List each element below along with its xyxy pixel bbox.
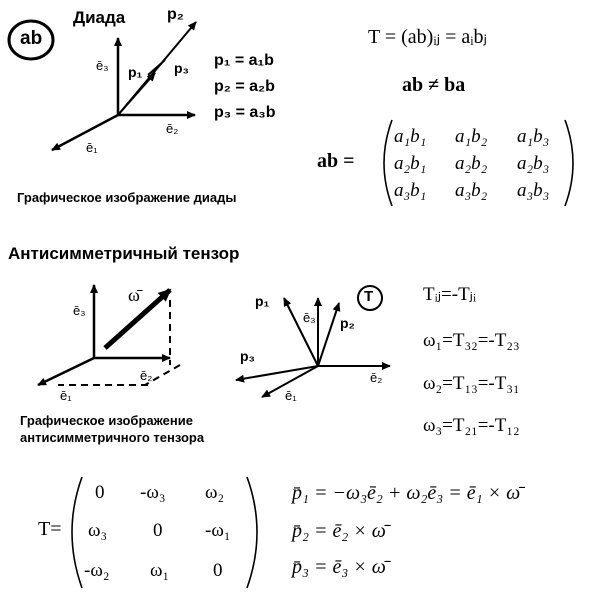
dyad-m-12: a₁b₂ [455, 126, 488, 147]
antisym-m-23: -ω₁ [205, 520, 231, 541]
dyad-p1-label: p₁ [128, 64, 143, 80]
right-p2-label: p₂ [340, 315, 355, 331]
relation-2: ω₁=T₃₂=-T₂₃ [423, 330, 520, 351]
dyad-matrix-lhs: ab = [317, 150, 355, 172]
antisym-caption-1: Графическое изображение [20, 413, 193, 428]
antisym-right-vectors [236, 298, 339, 380]
dyad-e1-label: ē₁ [86, 140, 98, 155]
p-eq-3: p̄₃ = ē₃ × ω̄ [292, 556, 386, 578]
dyad-formula-T: T = (ab)ᵢⱼ = aᵢbⱼ [368, 26, 488, 48]
antisym-matrix-right-paren [247, 477, 257, 588]
right-p3-label: p₃ [240, 348, 256, 364]
antisym-m-13: ω₂ [205, 482, 225, 503]
antisym-caption-2: антисимметричного тензора [20, 430, 205, 445]
dyad-m-32: a₃b₂ [455, 180, 488, 201]
dyad-eq-1: p₁ = a₁b [214, 52, 274, 69]
dyad-m-13: a₁b₃ [517, 126, 550, 147]
antisym-e3-label: ē₃ [73, 303, 86, 318]
dyad-matrix-left-paren [384, 120, 392, 206]
right-p1-label: p₁ [255, 293, 270, 309]
antisym-m-12: -ω₃ [140, 482, 166, 503]
antisym-badge: T [364, 288, 374, 305]
dyad-m-22: a₂b₂ [455, 153, 488, 174]
dyad-p2-label: p₂ [167, 6, 184, 23]
dyad-m-31: a₃b₁ [394, 180, 427, 201]
right-vector-p2 [318, 303, 339, 366]
p-eq-2: p̄₂ = ē₂ × ω̄ [292, 520, 386, 542]
dyad-caption: Графическое изображение диады [17, 190, 237, 205]
antisym-m-33: 0 [213, 560, 223, 581]
relation-4: ω₃=T₂₁=-T₁₂ [423, 415, 520, 436]
right-e2-label: ē₂ [370, 370, 383, 385]
omega-label: ω̄ [128, 285, 140, 305]
dyad-badge: ab [20, 28, 43, 49]
relation-3: ω₂=T₁₃=-T₃₁ [423, 373, 520, 394]
dyad-formula-neq: ab ≠ ba [402, 74, 466, 96]
antisym-e2-label: ē₂ [140, 368, 153, 383]
right-e3-label: ē₃ [303, 310, 316, 325]
right-e1-label: ē₁ [285, 388, 297, 403]
dyad-p3-label: p₃ [174, 60, 190, 76]
antisym-m-21: ω₃ [88, 520, 108, 541]
dyad-eq-2: p₂ = a₂b [214, 78, 275, 95]
antisym-axis-e1 [38, 358, 94, 385]
dyad-matrix-right-paren [565, 120, 573, 206]
relation-1: Tᵢⱼ=-Tⱼᵢ [423, 284, 477, 305]
antisym-m-32: ω₁ [150, 560, 170, 581]
antisym-matrix-left-paren [72, 477, 82, 588]
dyad-e2-label: ē₂ [166, 121, 179, 136]
dyad-m-23: a₂b₃ [517, 153, 550, 174]
dyad-e3-label: ē₃ [96, 58, 109, 73]
dyad-axis-e1 [52, 115, 118, 150]
dyad-m-21: a₂b₁ [394, 153, 427, 174]
dyad-m-11: a₁b₁ [394, 126, 427, 147]
right-vector-p1 [284, 298, 318, 366]
antisym-matrix-lhs: T= [38, 518, 62, 540]
dyad-m-33: a₃b₃ [517, 180, 550, 201]
antisym-m-11: 0 [95, 482, 105, 503]
antisym-heading: Антисимметричный тензор [8, 244, 240, 263]
dyad-eq-3: p₃ = a₃b [214, 104, 276, 121]
antisym-e1-label: ē₁ [60, 388, 72, 403]
antisym-m-31: -ω₂ [84, 560, 110, 581]
p-eq-1: p̄₁ = −ω₃ē₂ + ω₂ē₃ = ē₁ × ω̄ [292, 482, 521, 504]
dyad-title: Диада [73, 8, 126, 27]
antisym-m-22: 0 [153, 520, 163, 541]
dyad-vector-p3 [148, 60, 165, 75]
